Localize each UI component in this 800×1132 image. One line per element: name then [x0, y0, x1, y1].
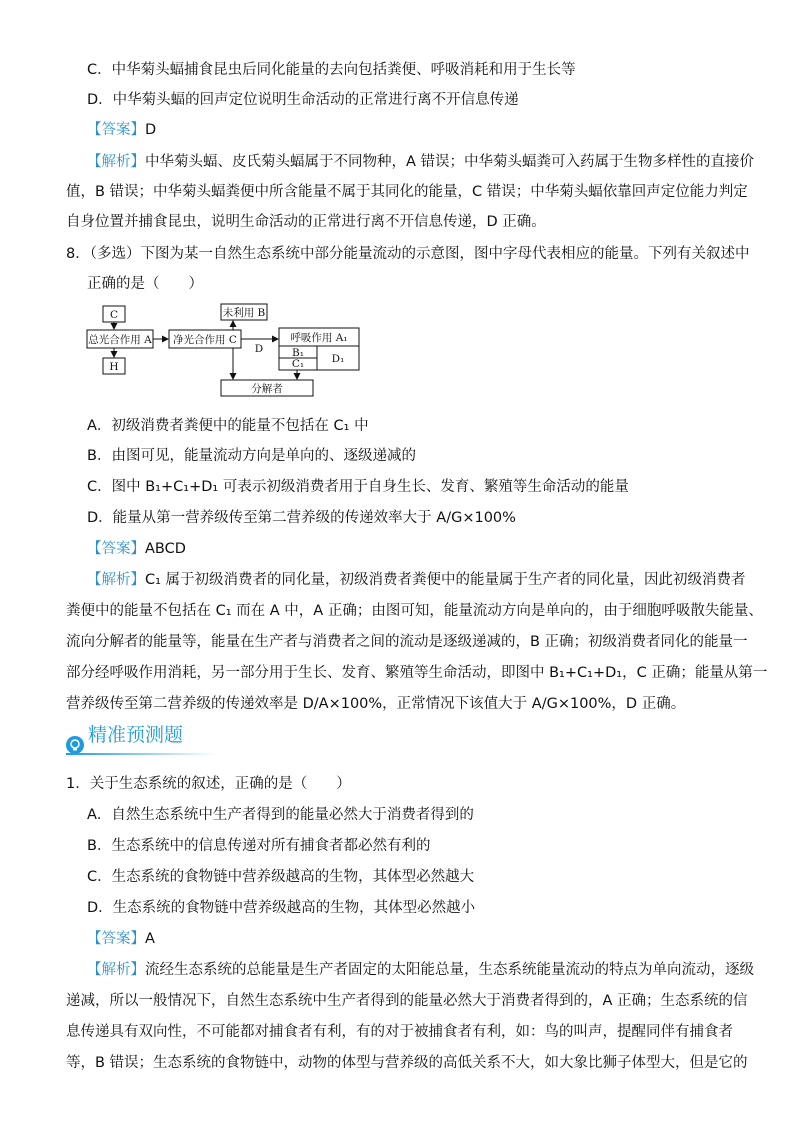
energy-flow-diagram	[85, 300, 385, 402]
q7-option-c: C．中华菊头蝠捕食昆虫后同化能量的去向包括粪便、呼吸消耗和用于生长等	[87, 62, 576, 78]
label-total-photosynthesis: 总光合作用 A	[88, 334, 152, 346]
q8-analysis-line-5: 营养级传至第二营养级的传递效率是 D/A×100%，正常情况下该值大于 A/G×100%，D 正确。	[66, 696, 686, 712]
q8-analysis-line-2: 粪便中的能量不包括在 C₁ 而在 A 中，A 正确；由图可知，能量流动方向是单向的，由于细胞呼吸散失能量、	[66, 603, 763, 619]
label-d: D	[254, 343, 264, 355]
label-net-photosynthesis: 净光合作用 C	[173, 334, 237, 346]
label-b1: B₁	[292, 347, 304, 359]
p1-answer	[87, 929, 155, 949]
analysis-tag: 【解析】	[87, 154, 145, 170]
analysis-tag: 【解析】	[87, 962, 145, 978]
q8-analysis-line-4: 部分经呼吸作用消耗，另一部分用于生长、发育、繁殖等生命活动，即图中 B₁+C₁+D₁，C 正确；能量从第一	[66, 665, 768, 681]
p1-option-c: C．生态系统的食物链中营养级越高的生物，其体型必然越大	[87, 869, 475, 885]
p1-option-d: D．生态系统的食物链中营养级越高的生物，其体型必然越小	[87, 900, 476, 916]
q8-option-d: D．能量从第一营养级传至第二营养级的传递效率大于 A/G×100%	[87, 510, 516, 526]
q8-option-a: A．初级消费者粪便中的能量不包括在 C₁ 中	[87, 418, 369, 434]
p1-option-a: A．自然生态系统中生产者得到的能量必然大于消费者得到的	[87, 807, 474, 823]
q8-analysis-line-1	[87, 570, 746, 590]
q7-analysis-line-3: 自身位置并捕食昆虫，说明生命活动的正常进行离不开信息传递，D 正确。	[66, 214, 546, 230]
label-unused: 未利用 B	[222, 307, 266, 319]
q7-answer	[87, 120, 156, 140]
q7-analysis-line-1	[87, 152, 754, 172]
p1-stem: 1．关于生态系统的叙述，正确的是（ ）	[66, 776, 351, 792]
label-c1: C₁	[291, 358, 305, 370]
lightbulb-icon	[66, 736, 84, 754]
q8-answer	[87, 539, 186, 559]
answer-tag: 【答案】	[87, 931, 145, 947]
q7-option-d: D．中华菊头蝠的回声定位说明生命活动的正常进行离不开信息传递	[87, 92, 519, 108]
q8-option-c: C．图中 B₁+C₁+D₁ 可表示初级消费者用于自身生长、发育、繁殖等生命活动的能量	[87, 479, 629, 495]
analysis-tag: 【解析】	[87, 572, 145, 588]
analysis-text: C₁ 属于初级消费者的同化量，初级消费者粪便中的能量属于生产者的同化量，因此初级消费者	[145, 572, 746, 588]
p1-analysis-line-2: 递减，所以一般情况下，自然生态系统中生产者得到的能量必然大于消费者得到的，A 正确；生态系统的信	[66, 993, 748, 1009]
answer-tag: 【答案】	[87, 122, 145, 138]
section-title: 精准预测题	[88, 724, 184, 746]
q8-stem-line-1: 8．（多选）下图为某一自然生态系统中部分能量流动的示意图，图中字母代表相应的能量。下列有关叙述中	[66, 246, 750, 262]
q8-stem-line-2: 正确的是（ ）	[87, 276, 203, 292]
q7-analysis-line-2: 值，B 错误；中华菊头蝠粪便中所含能量不属于其同化的能量，C 错误；中华菊头蝠依靠回声定位能力判定	[66, 184, 748, 200]
answer-tag: 【答案】	[87, 541, 145, 557]
answer-value: ABCD	[145, 541, 186, 557]
p1-analysis-line-3: 息传递具有双向性，不可能都对捕食者有利，有的对于被捕食者有利，如：鸟的叫声，提醒同伴有捕食者	[66, 1024, 733, 1040]
p1-analysis-line-4: 等，B 错误；生态系统的食物链中，动物的体型与营养级的高低关系不大，如大象比狮子体型大，但是它的	[66, 1055, 748, 1071]
answer-value: D	[145, 122, 157, 138]
p1-analysis-line-1	[87, 960, 754, 980]
p1-option-b: B．生态系统中的信息传递对所有捕食者都必然有利的	[87, 838, 431, 854]
q8-option-b: B．由图可见，能量流动方向是单向的、逐级递减的	[87, 448, 416, 464]
analysis-text: 流经生态系统的总能量是生产者固定的太阳能总量，生态系统能量流动的特点为单向流动，逐级	[145, 962, 754, 978]
label-d1: D₁	[331, 353, 345, 365]
label-h: H	[109, 361, 119, 373]
label-c: C	[109, 309, 119, 321]
label-respiration: 呼吸作用 A₁	[290, 332, 348, 344]
answer-value: A	[145, 931, 155, 947]
analysis-text: 中华菊头蝠、皮氏菊头蝠属于不同物种，A 错误；中华菊头蝠粪可入药属于生物多样性的直接价	[145, 154, 755, 170]
q8-analysis-line-3: 流向分解者的能量等，能量在生产者与消费者之间的流动是逐级递减的，B 正确；初级消费者同化的能量一	[66, 634, 748, 650]
label-decomposer: 分解者	[251, 383, 283, 395]
section-divider	[66, 753, 216, 755]
